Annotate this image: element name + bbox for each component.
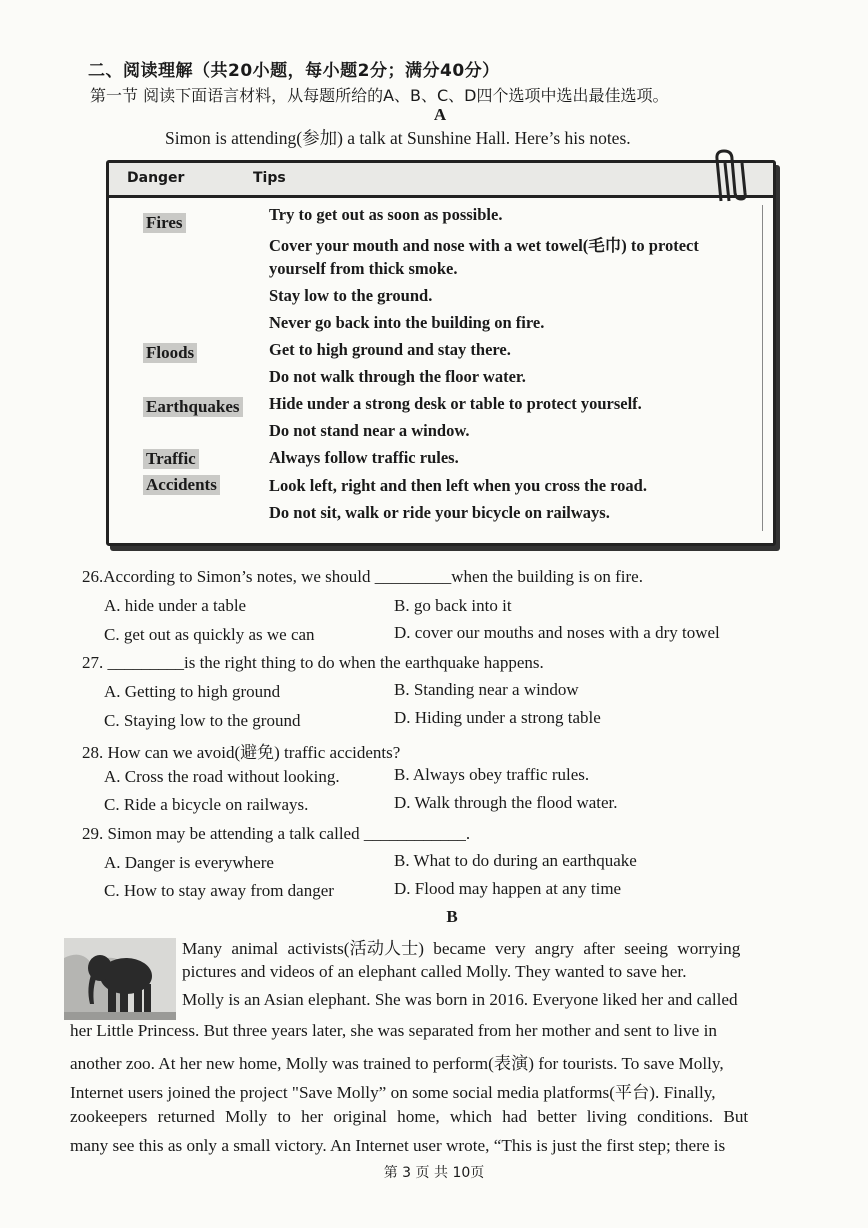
- option-27-d[interactable]: D. Hiding under a strong table: [394, 708, 601, 727]
- passage-line: many see this as only a small victory. An Internet user wrote, “This is just the first step; there is: [70, 1136, 726, 1155]
- passage-line: Many animal activists(活动人士) became very angry after seeing worrying: [182, 939, 741, 958]
- danger-accidents: Accidents: [143, 475, 220, 495]
- option-26-d[interactable]: D. cover our mouths and noses with a dry towel: [394, 623, 720, 642]
- section-title: 二、阅读理解（共20小题，每小题2分；满分40分）: [88, 61, 500, 81]
- tip-line: Look left, right and then left when you cross the road.: [269, 476, 647, 495]
- passage-line: another zoo. At her new home, Molly was trained to perform(表演) for tourists. To save Molly,: [70, 1054, 724, 1073]
- danger-earthquakes: Earthquakes: [143, 397, 243, 417]
- question-28: 28. How can we avoid(避免) traffic accidents?: [82, 743, 401, 762]
- tip-line: Cover your mouth and nose with a wet towel(毛巾) to protect: [269, 236, 699, 255]
- option-27-c[interactable]: C. Staying low to the ground: [104, 711, 301, 730]
- page-footer: 第 3 页 共 10页: [383, 1165, 485, 1181]
- elephant-image: [64, 938, 176, 1020]
- option-28-d[interactable]: D. Walk through the flood water.: [394, 793, 618, 812]
- passage-line: Molly is an Asian elephant. She was born in 2016. Everyone liked her and called: [182, 990, 738, 1009]
- tip-line: Hide under a strong desk or table to protect yourself.: [269, 394, 642, 413]
- part-a-intro: Simon is attending(参加) a talk at Sunshine Hall. Here’s his notes.: [165, 128, 631, 148]
- tip-line: Try to get out as soon as possible.: [269, 205, 503, 224]
- option-28-b[interactable]: B. Always obey traffic rules.: [394, 765, 590, 784]
- danger-traffic: Traffic: [143, 449, 199, 469]
- tip-line: Never go back into the building on fire.: [269, 313, 545, 332]
- tip-line: Do not walk through the floor water.: [269, 367, 526, 386]
- tip-line: Always follow traffic rules.: [269, 448, 459, 467]
- header-danger: Danger: [127, 170, 185, 186]
- option-29-c[interactable]: C. How to stay away from danger: [104, 881, 334, 900]
- danger-floods: Floods: [143, 343, 197, 363]
- tip-line: Do not stand near a window.: [269, 421, 470, 440]
- option-29-d[interactable]: D. Flood may happen at any time: [394, 879, 622, 898]
- notes-header: [109, 163, 773, 198]
- notes-card: [106, 160, 776, 546]
- part-b-letter: B: [446, 907, 458, 926]
- option-28-a[interactable]: A. Cross the road without looking.: [104, 767, 340, 786]
- tip-line: Stay low to the ground.: [269, 286, 433, 305]
- option-27-a[interactable]: A. Getting to high ground: [104, 682, 281, 701]
- option-29-a[interactable]: A. Danger is everywhere: [104, 853, 274, 872]
- option-28-c[interactable]: C. Ride a bicycle on railways.: [104, 795, 309, 814]
- danger-fires: Fires: [143, 213, 186, 233]
- paperclip-icon: [709, 149, 755, 205]
- option-29-b[interactable]: B. What to do during an earthquake: [394, 851, 637, 870]
- option-27-b[interactable]: B. Standing near a window: [394, 680, 579, 699]
- passage-line: zookeepers returned Molly to her original home, which had better living conditions. But: [70, 1107, 749, 1126]
- header-tips: Tips: [253, 170, 286, 186]
- question-27: 27. _________is the right thing to do when the earthquake happens.: [82, 653, 544, 672]
- passage-line: Internet users joined the project "Save Molly” on some social media platforms(平台). Finally,: [70, 1083, 716, 1102]
- passage-line: pictures and videos of an elephant called Molly. They wanted to save her.: [182, 962, 687, 981]
- option-26-b[interactable]: B. go back into it: [394, 596, 512, 615]
- tip-line: yourself from thick smoke.: [269, 259, 458, 278]
- section-instruction: 第一节 阅读下面语言材料，从每题所给的A、B、C、D四个选项中选出最佳选项。: [90, 86, 669, 105]
- tip-line: Get to high ground and stay there.: [269, 340, 511, 359]
- passage-line: her Little Princess. But three years later, she was separated from her mother and sent to live in: [70, 1021, 717, 1040]
- notes-body: [119, 205, 763, 531]
- part-a-letter: A: [433, 105, 447, 124]
- option-26-c[interactable]: C. get out as quickly as we can: [104, 625, 315, 644]
- question-26: 26.According to Simon’s notes, we should _________when the building is on fire.: [82, 567, 643, 586]
- option-26-a[interactable]: A. hide under a table: [104, 596, 247, 615]
- tip-line: Do not sit, walk or ride your bicycle on railways.: [269, 503, 610, 522]
- question-29: 29. Simon may be attending a talk called ____________.: [82, 824, 471, 843]
